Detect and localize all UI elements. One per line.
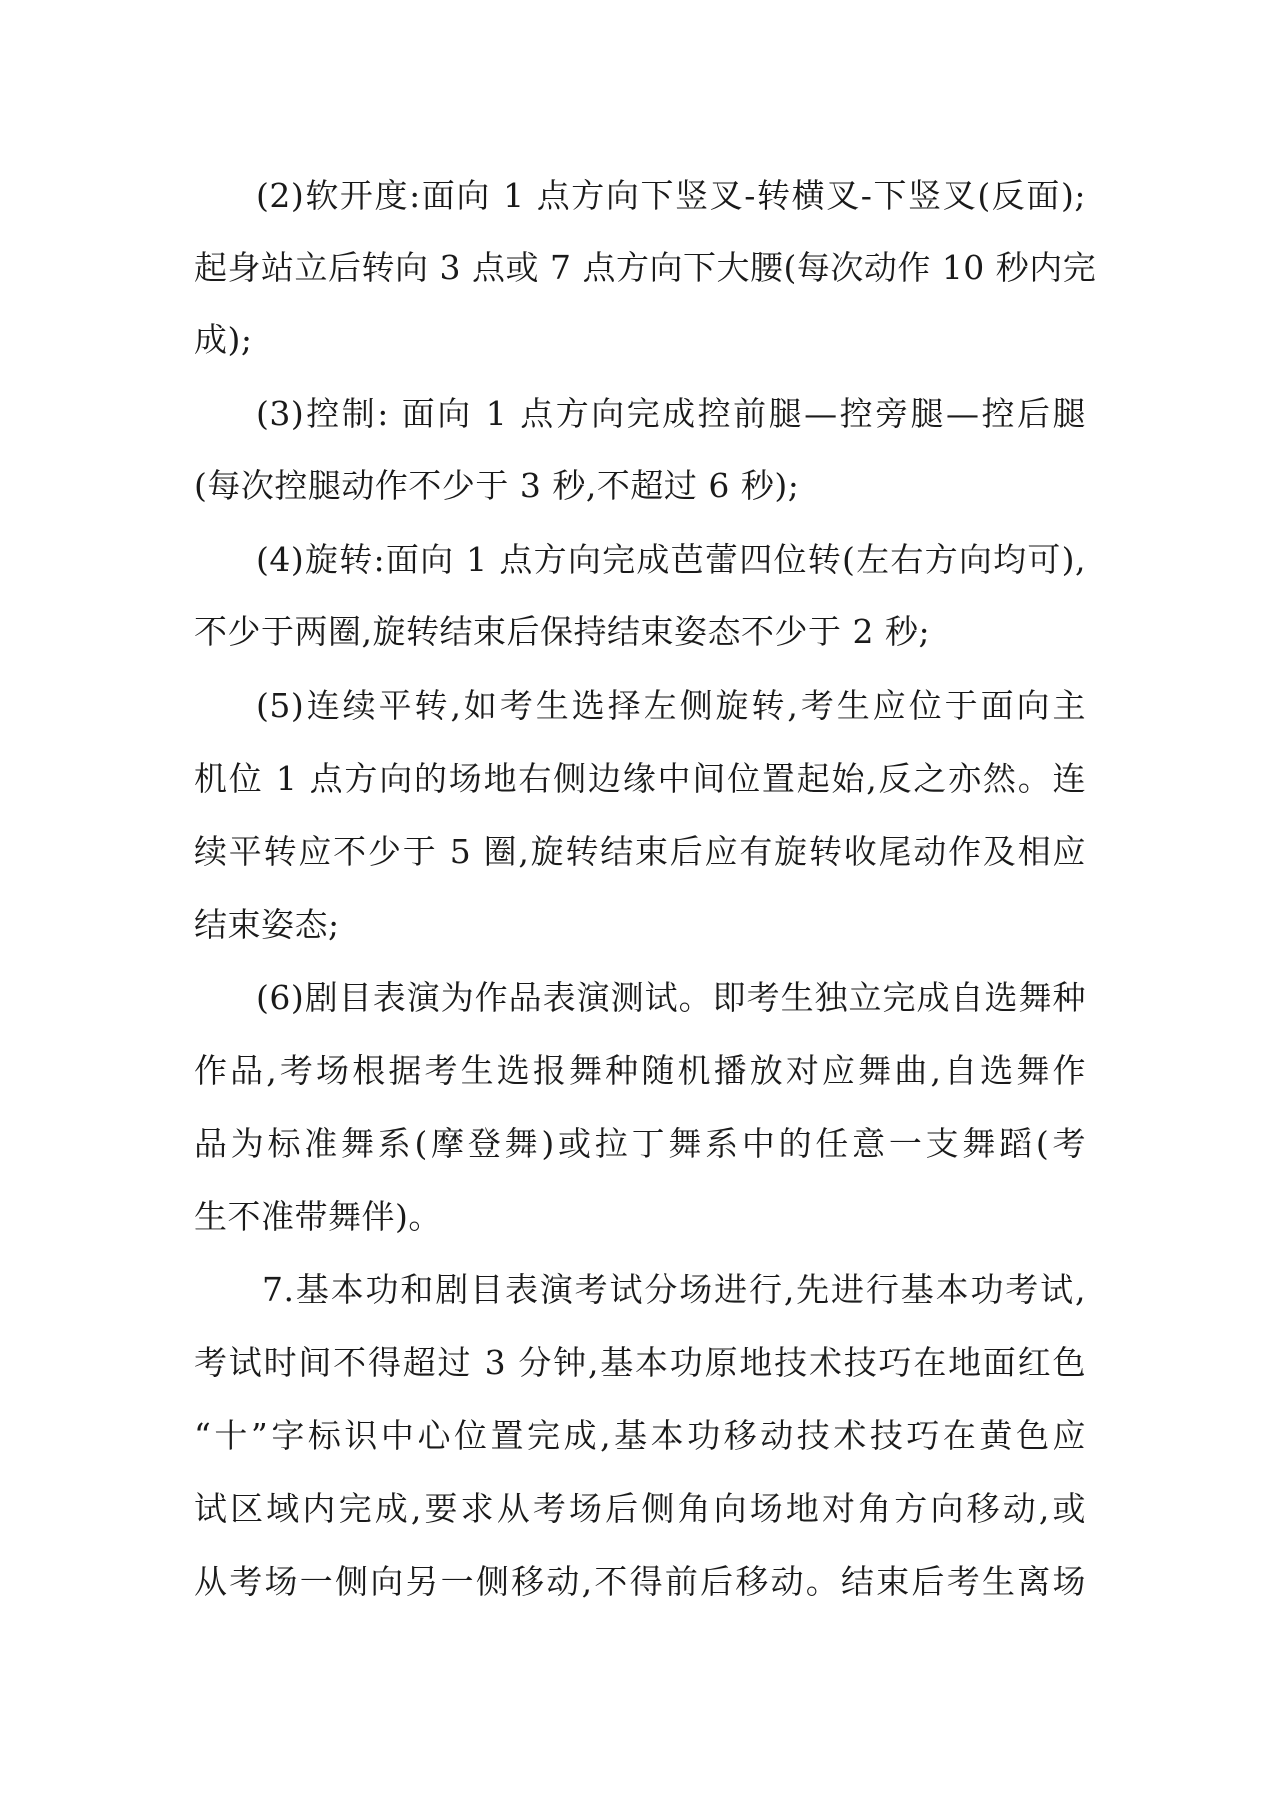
text-line: 成); — [194, 320, 253, 359]
text-line: (3)控制: 面向 1 点方向完成控前腿—控旁腿—控后腿 — [256, 394, 1086, 433]
text-line: (5)连续平转,如考生选择左侧旋转,考生应位于面向主 — [256, 686, 1086, 725]
text-line: “十”字标识中心位置完成,基本功移动技术技巧在黄色应 — [194, 1416, 1086, 1455]
text-line: (6)剧目表演为作品表演测试。即考生独立完成自选舞种 — [256, 978, 1086, 1017]
text-line: (每次控腿动作不少于 3 秒,不超过 6 秒); — [194, 466, 800, 505]
text-line: 续平转应不少于 5 圈,旋转结束后应有旋转收尾动作及相应 — [194, 832, 1086, 871]
text-line: 作品,考场根据考生选报舞种随机播放对应舞曲,自选舞作 — [194, 1051, 1086, 1090]
text-line: 起身站立后转向 3 点或 7 点方向下大腰(每次动作 10 秒内完 — [194, 248, 1097, 287]
text-line: (4)旋转:面向 1 点方向完成芭蕾四位转(左右方向均可), — [256, 540, 1086, 579]
text-line: 考试时间不得超过 3 分钟,基本功原地技术技巧在地面红色 — [194, 1343, 1086, 1382]
text-line: 品为标准舞系(摩登舞)或拉丁舞系中的任意一支舞蹈(考 — [194, 1124, 1086, 1163]
text-line: 结束姿态; — [194, 905, 340, 944]
text-line: 从考场一侧向另一侧移动,不得前后移动。结束后考生离场 — [194, 1562, 1086, 1601]
text-line: 不少于两圈,旋转结束后保持结束姿态不少于 2 秒; — [194, 612, 931, 651]
text-line: 试区域内完成,要求从考场后侧角向场地对角方向移动,或 — [194, 1489, 1086, 1528]
text-line: 机位 1 点方向的场地右侧边缘中间位置起始,反之亦然。连 — [194, 759, 1086, 798]
text-line: (2)软开度:面向 1 点方向下竖叉-转横叉-下竖叉(反面); — [256, 176, 1086, 215]
text-line: 生不准带舞伴)。 — [194, 1197, 442, 1236]
text-line: 7.基本功和剧目表演考试分场进行,先进行基本功考试, — [262, 1270, 1086, 1309]
